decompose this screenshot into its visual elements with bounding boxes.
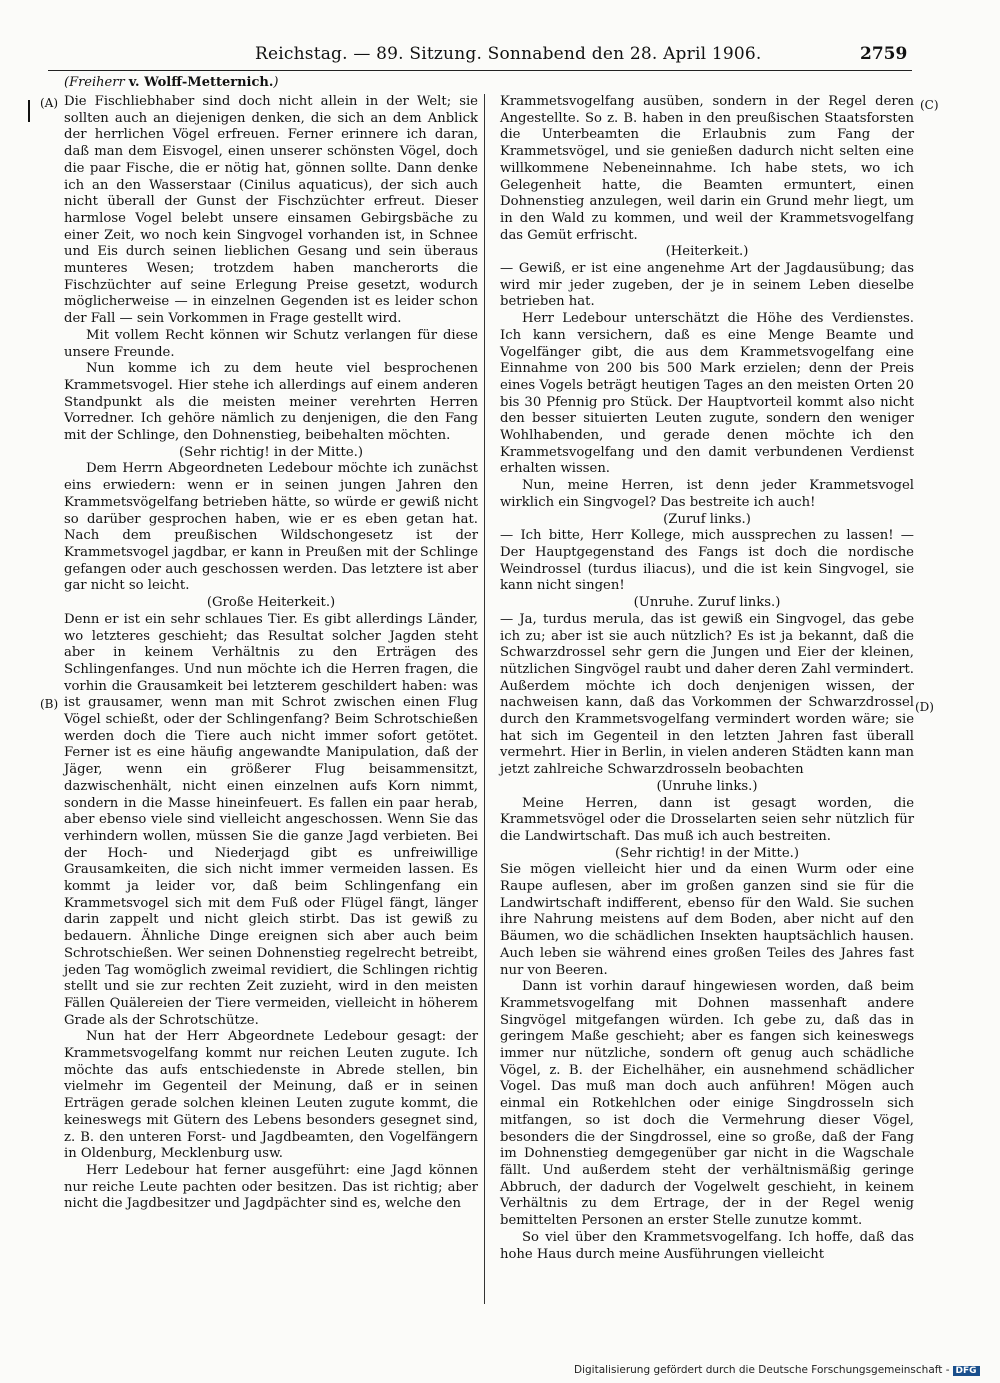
margin-marker-d: (D): [915, 700, 934, 714]
paragraph: Meine Herren, dann ist gesagt worden, die Krammetsvögel oder die Drosselarten seien sehr nützlich für die Landwirtschaft. Das muß ich auch bestreiten.: [500, 795, 914, 844]
paragraph: — Ja, turdus merula, das ist gewiß ein Singvogel, das gebe ich zu; aber ist sie auch nützlich? Es ist ja bekannt, daß die Schwarzdrossel sehr gern die Jungen und Eier der kleinen, nützlichen Singvögel raubt und daher deren Zahl vermindert. Außerdem möchte ich doch denjenigen wissen, der nachweisen kann, daß das Vorkommen der Schwarzdrossel durch den Krammetsvogelfang vermindert worden wäre; sie hat sich im Gegenteil in den letzten Jahren fast überall vermehrt. Hier in Berlin, in vielen anderen Städten kann man jetzt zahlreiche Schwarzdrosseln beobachten: [500, 611, 914, 778]
paragraph: — Gewiß, er ist eine angenehme Art der Jagdausübung; das wird mir jeder zugeben, der je in seinem Leben dieselbe betrieben hat.: [500, 261, 914, 310]
column-divider: [484, 94, 485, 1304]
speaker-line: [64, 75, 278, 90]
dfg-logo: DFG: [953, 1366, 980, 1376]
running-title: Reichstag. — 89. Sitzung. Sonnabend den 28. April 1906.: [255, 44, 762, 64]
interjection: (Sehr richtig! in der Mitte.): [179, 444, 363, 460]
paragraph: Nun komme ich zu dem heute viel besprochenen Krammetsvogel. Hier stehe ich allerdings auf einem anderen Standpunkt als die meisten meiner verehrten Herren Vorredner. Ich gehöre nämlich zu denjenigen, die den Fang mit der Schlinge, den Dohnenstieg, beibehalten möchten.: [64, 361, 478, 444]
page-number: 2759: [860, 44, 908, 64]
text-cursor: [28, 100, 30, 122]
speaker-suffix: ): [273, 75, 279, 90]
speaker-name: v. Wolff-Metternich.: [128, 75, 274, 90]
paragraph: Dem Herrn Abgeordneten Ledebour möchte ich zunächst eins erwiedern: wenn er in seinen jungen Jahren den Krammetsvögelfang betrieben hätte, so würde er gewiß nicht so darüber gesprochen haben, wie er es eben getan hat. Nach dem preußischen Wildschongesetz ist der Krammetsvogel jagdbar, er kann in Preußen mit der Schlinge gefangen oder auch geschossen werden. Das letztere ist aber gar nicht so leicht.: [64, 461, 478, 594]
interjection: (Zuruf links.): [663, 511, 751, 527]
right-column: [500, 94, 914, 1263]
paragraph: Nun, meine Herren, ist denn jeder Krammetsvogel wirklich ein Singvogel? Das bestreite ich auch!: [500, 478, 914, 510]
header-rule: [48, 70, 912, 71]
interjection: (Unruhe links.): [656, 778, 758, 794]
paragraph: Herr Ledebour hat ferner ausgeführt: eine Jagd können nur reiche Leute pachten oder besitzen. Das ist richtig; aber nicht die Jagdbesitzer und Jagdpächter sind es, welche den: [64, 1163, 478, 1212]
paragraph: So viel über den Krammetsvogelfang. Ich hoffe, daß das hohe Haus durch meine Ausführungen vielleicht: [500, 1229, 914, 1262]
margin-marker-c: (C): [920, 98, 939, 112]
paragraph: Sie mögen vielleicht hier und da einen Wurm oder eine Raupe auflesen, aber im großen ganzen sind sie für die Landwirtschaft indifferent, ebenso für den Wald. Sie suchen ihre Nahrung meistens auf dem Boden, aber nicht auf den Bäumen, wo die schädlichen Insekten hauptsächlich hausen. Auch leben sie während eines großen Teiles des Jahres fast nur von Beeren.: [500, 862, 914, 978]
interjection: (Unruhe. Zuruf links.): [633, 595, 781, 611]
margin-marker-b: (B): [40, 697, 59, 711]
margin-marker-a: (A): [40, 96, 59, 110]
paragraph: — Ich bitte, Herr Kollege, mich aussprechen zu lassen! — Der Hauptgegenstand des Fangs ist doch die nordische Weindrossel (turdus iliacus), und die ist kein Singvogel, sie kann nicht singen!: [500, 528, 914, 594]
paragraph: Denn er ist ein sehr schlaues Tier. Es gibt allerdings Länder, wo letzteres geschieht; das Resultat solcher Jagden steht aber in keinem Verhältnis zu den Erträgen des Schlingenfanges. Und nun möchte ich die Herren fragen, die vorhin die Grausamkeit bei letzterem geschildert haben: was ist grausamer, wenn man mit Schrot zwischen einen Flug Vögel schießt, oder der Schlingenfang? Beim Schrotschießen werden doch die Tiere auch nicht immer sofort getötet. Ferner ist es eine häufig angewandte Manipulation, daß der Jäger, wenn ein größerer Flug beisammensitzt, dazwischenhält, nicht einen einzelnen aufs Korn nimmt, sondern in die Masse hineinfeuert. Es fallen ein paar herab, aber ebenso viele sind vielleicht angeschossen. Wenn Sie das verhindern wollen, müssen Sie die ganze Jagd verbieten. Bei der Hoch- und Niederjagd gibt es unfreiwillige Grausamkeiten, die sich nicht immer vermeiden lassen. Es kommt ja leider vor, daß beim Schlingenfang ein Krammetsvogel sich mit dem Fuß oder Flügel fängt, länger darin zappelt und nicht gleich stirbt. Das ist gewiß zu bedauern. Ähnliche Dinge ereignen sich aber auch beim Schrotschießen. Wer seinen Dohnenstieg regelrecht betreibt, jeden Tag womöglich zweimal revidiert, die Schlingen richtig stellt und sie zur rechten Zeit zuzieht, wird in den meisten Fällen Quälereien der Tiere vermeiden, vielleicht in höherem Grade als der Schrotschütze.: [64, 611, 478, 1028]
page-header: [0, 44, 1000, 68]
interjection: (Große Heiterkeit.): [206, 595, 336, 611]
paragraph: Mit vollem Recht können wir Schutz verlangen für diese unsere Freunde.: [64, 327, 478, 360]
paragraph: Dann ist vorhin darauf hingewiesen worden, daß beim Krammetsvogelfang mit Dohnen massenhaft andere Singvögel mitgefangen würden. Ich gebe zu, daß das in geringem Maße geschieht; aber es fangen sich keineswegs immer nur nützliche, sondern oft genug auch schädliche Vögel, z. B. der Eichelhäher, ein ausnehmend schädlicher Vogel. Das muß man doch auch anführen! Mögen auch einmal ein Rotkehlchen oder einige Singdrosseln sich mitfangen, so ist doch die Vermehrung dieser Vögel, besonders die der Singdrossel, eine so große, daß der Fang im Dohnenstieg demgegenüber gar nicht in die Wagschale fällt. Und außerdem steht der verhältnismäßig geringe Abbruch, der dadurch der Vogelwelt geschieht, in keinem Verhältnis zu dem Ertrage, der in der Regel wenig bemittelten Personen an erster Stelle zunutze kommt.: [500, 979, 914, 1229]
paragraph: Die Fischliebhaber sind doch nicht allein in der Welt; sie sollten auch an diejenigen denken, die sich an dem Anblick der herrlichen Vögel erfreuen. Ferner erinnere ich daran, daß man dem Eisvogel, einen unserer schönsten Vögel, doch die paar Fische, die er nötig hat, gönnen sollte. Dann denke ich an den Wasserstaar (Cinilus aquaticus), der sich auch nicht überall der Gunst der Fischzüchter erfreut. Dieser harmlose Vogel belebt unsere einsamen Gebirgsbäche zu einer Zeit, wo noch kein Singvogel vorhanden ist, in Schnee und Eis durch seinen lieblichen Gesang und sein überaus munteres Wesen; trotzdem haben mancherorts die Fischzüchter auf seine Erlegung Preise gesetzt, wodurch möglicherweise — in einzelnen Gegenden ist es leider schon der Fall — sein Vorkommen in Frage gestellt wird.: [64, 94, 478, 327]
paragraph: Krammetsvogelfang ausüben, sondern in der Regel deren Angestellte. So z. B. haben in den preußischen Staatsforsten die Unterbeamten die Erlaubnis zum Fang der Krammetsvögel, und sie genießen dadurch nicht selten eine willkommene Nebeneinnahme. Ich habe stets, wo ich Gelegenheit hatte, die Beamten ermuntert, einen Dohnenstieg anzulegen, weil darin ein Grund mehr liegt, um in den Wald zu kommen, und weil der Krammetsvogelfang das Gemüt erfrischt.: [500, 94, 914, 243]
paragraph: Nun hat der Herr Abgeordnete Ledebour gesagt: der Krammetsvogelfang kommt nur reichen Leuten zugute. Ich möchte das aufs entschiedenste in Abrede stellen, bin vielmehr im Gegenteil der Meinung, daß er in seinen Erträgen gerade solchen kleinen Leuten zugute kommt, die keineswegs mit Gütern des Lebens besonders gesegnet sind, z. B. den unteren Forst- und Jagdbeamten, den Vogelfängern in Oldenburg, Mecklenburg usw.: [64, 1029, 478, 1162]
interjection: (Sehr richtig! in der Mitte.): [615, 845, 799, 861]
paragraph: Herr Ledebour unterschätzt die Höhe des Verdienstes. Ich kann versichern, daß es eine Menge Beamte und Vogelfänger gibt, die aus dem Krammetsvogelfang eine Einnahme von 200 bis 500 Mark erzielen; denn der Preis eines Vogels beträgt heutigen Tages an den meisten Orten 20 bis 30 Pfennig pro Stück. Der Hauptvorteil kommt also nicht den besser situierten Leuten zugute, sondern den weniger Wohlhabenden, und gerade denen möchte ich den Krammetsvogelfang und den damit verbundenen Verdienst erhalten wissen.: [500, 311, 914, 477]
interjection: (Heiterkeit.): [665, 244, 749, 260]
speaker-prefix: (Freiherr: [64, 75, 129, 90]
left-column: [64, 94, 478, 1213]
footer-text: Digitalisierung gefördert durch die Deutsche Forschungsgemeinschaft -: [574, 1364, 950, 1376]
digitization-footer: [574, 1364, 994, 1378]
